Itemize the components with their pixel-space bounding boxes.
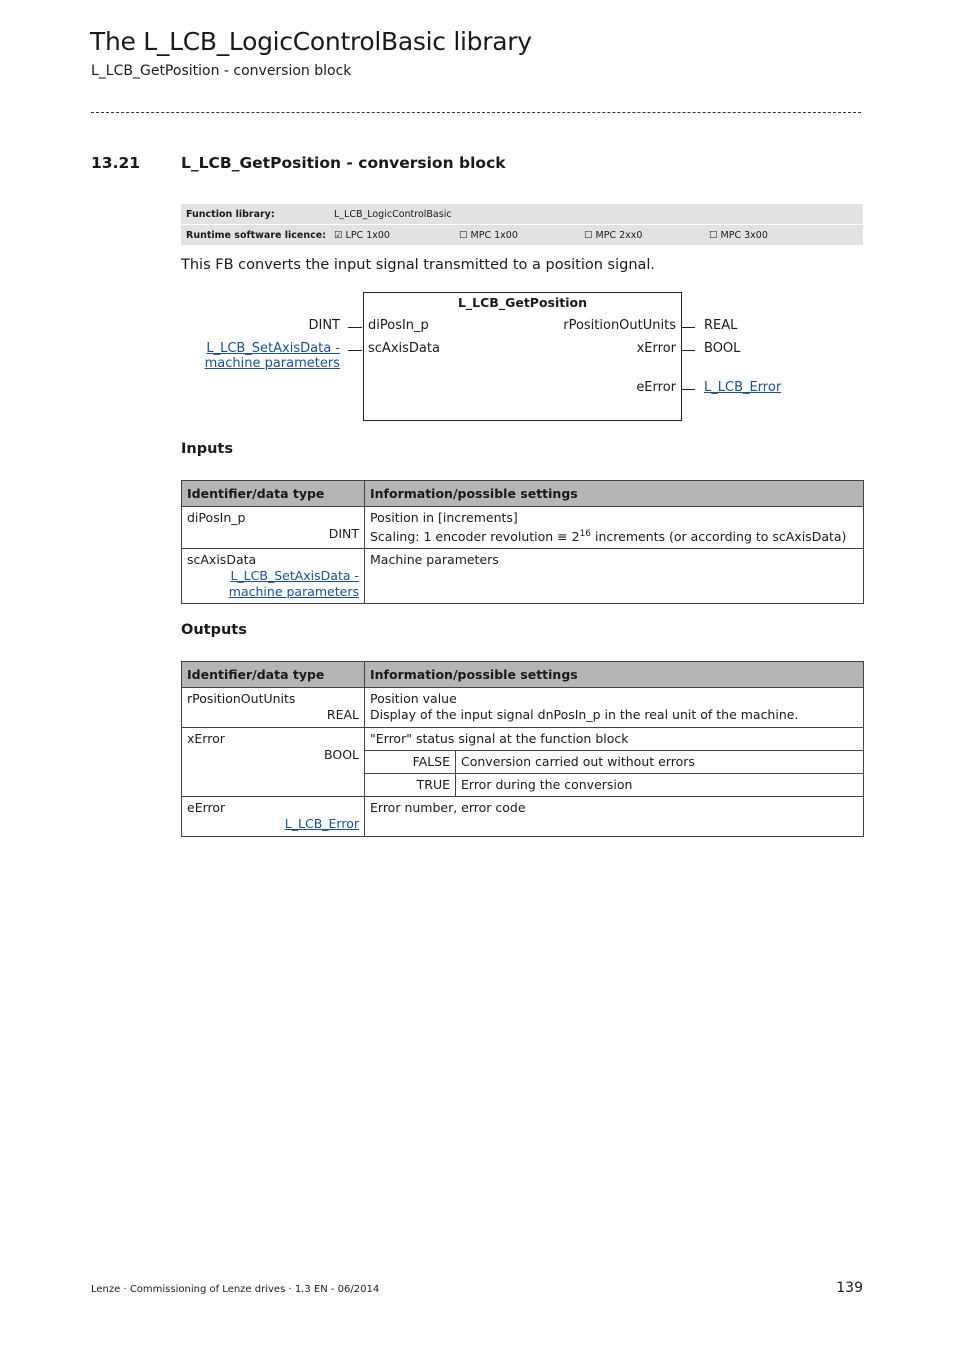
output-type-link-lcb-error[interactable]: L_LCB_Error bbox=[704, 380, 782, 395]
input-type-link-setaxisdata[interactable]: L_LCB_SetAxisData - machine parameters bbox=[204, 341, 340, 371]
section-number: 13.21 bbox=[91, 154, 141, 172]
licence-lpc1x00: ☑ LPC 1x00 bbox=[334, 230, 390, 241]
table-header-row bbox=[182, 662, 864, 688]
document-subtitle: L_LCB_GetPosition - conversion block bbox=[91, 63, 352, 79]
table-row bbox=[182, 688, 864, 728]
header-divider bbox=[91, 112, 861, 113]
data-type-link[interactable]: L_LCB_SetAxisData - machine parameters bbox=[228, 568, 359, 600]
input-connector bbox=[348, 327, 362, 328]
identifier-cell bbox=[182, 549, 365, 604]
column-header-information: Information/possible settings bbox=[365, 662, 864, 688]
output-type-bool: BOOL bbox=[704, 341, 741, 356]
column-header-information: Information/possible settings bbox=[365, 481, 864, 507]
column-header-identifier: Identifier/data type bbox=[182, 662, 365, 688]
output-pin-xerror: xError bbox=[636, 341, 676, 356]
identifier-cell bbox=[182, 728, 365, 797]
table-header-row bbox=[182, 481, 864, 507]
footer-text: Lenze · Commissioning of Lenze drives · 1.3 EN - 06/2014 bbox=[91, 1284, 380, 1295]
library-info-box bbox=[181, 204, 863, 245]
identifier: eError bbox=[187, 800, 226, 815]
info-text: Scaling: 1 encoder revolution ≡ $2^{16}$ increments (or according to scAxisData) bbox=[370, 529, 847, 545]
data-type: REAL bbox=[326, 707, 359, 722]
outputs-table bbox=[181, 661, 864, 837]
info-text: "Error" status signal at the function block bbox=[370, 731, 629, 746]
info-text: Machine parameters bbox=[370, 552, 499, 568]
data-type: DINT bbox=[328, 526, 359, 541]
table-row bbox=[182, 507, 864, 549]
function-library-label: Function library: bbox=[186, 209, 275, 220]
state-row bbox=[365, 751, 863, 774]
licence-mpc3x00: ☐ MPC 3x00 bbox=[709, 230, 768, 241]
column-header-identifier: Identifier/data type bbox=[182, 481, 365, 507]
output-connector bbox=[681, 327, 695, 328]
output-pin-eerror: eError bbox=[636, 380, 676, 395]
state-row bbox=[365, 774, 863, 797]
input-type-dint: DINT bbox=[308, 318, 340, 333]
table-row bbox=[182, 797, 864, 837]
inputs-heading: Inputs bbox=[181, 441, 233, 457]
info-text: Position in [increments] bbox=[370, 510, 518, 525]
identifier-cell bbox=[182, 688, 365, 728]
identifier: scAxisData bbox=[187, 552, 257, 568]
info-cell bbox=[365, 728, 864, 797]
info-text: Position value bbox=[370, 691, 457, 706]
info-cell bbox=[365, 797, 864, 837]
state-text: Error during the conversion bbox=[456, 774, 864, 797]
outputs-heading: Outputs bbox=[181, 622, 247, 638]
table-row bbox=[182, 728, 864, 797]
identifier: xError bbox=[187, 731, 225, 746]
data-type: BOOL bbox=[324, 747, 359, 762]
function-block-name: L_LCB_GetPosition bbox=[457, 295, 588, 310]
licence-mpc1x00: ☐ MPC 1x00 bbox=[459, 230, 518, 241]
licence-label: Runtime software licence: bbox=[186, 230, 326, 241]
info-cell bbox=[365, 507, 864, 549]
output-pin-rpositionoutunits: rPositionOutUnits bbox=[563, 318, 676, 333]
info-cell bbox=[365, 549, 864, 604]
input-pin-scaxisdata: scAxisData bbox=[368, 341, 440, 356]
licence-row bbox=[181, 224, 863, 245]
output-connector bbox=[681, 350, 695, 351]
page-number: 139 bbox=[836, 1280, 863, 1296]
info-text: Display of the input signal dnPosIn_p in the real unit of the machine. bbox=[370, 707, 799, 722]
info-cell bbox=[365, 688, 864, 728]
function-library-value: L_LCB_LogicControlBasic bbox=[334, 209, 452, 220]
identifier-cell bbox=[182, 797, 365, 837]
inputs-table bbox=[181, 480, 864, 604]
identifier-cell bbox=[182, 507, 365, 549]
intro-text: This FB converts the input signal transmitted to a position signal. bbox=[181, 257, 656, 273]
output-connector bbox=[681, 389, 695, 390]
table-row bbox=[182, 549, 864, 604]
state-key: TRUE bbox=[365, 774, 456, 797]
info-text: Error number, error code bbox=[370, 800, 526, 815]
function-library-row bbox=[181, 204, 863, 224]
state-text: Conversion carried out without errors bbox=[456, 751, 864, 774]
document-title: The L_LCB_LogicControlBasic library bbox=[90, 27, 532, 56]
state-table bbox=[365, 750, 863, 796]
function-block-box bbox=[363, 292, 682, 421]
data-type-link[interactable]: L_LCB_Error bbox=[284, 816, 359, 831]
identifier: diPosIn_p bbox=[187, 510, 246, 525]
input-pin-diposin: diPosIn_p bbox=[368, 318, 429, 333]
licence-mpc2xx0: ☐ MPC 2xx0 bbox=[584, 230, 643, 241]
section-title: L_LCB_GetPosition - conversion block bbox=[181, 154, 506, 172]
input-connector bbox=[348, 350, 362, 351]
state-key: FALSE bbox=[365, 751, 456, 774]
identifier: rPositionOutUnits bbox=[187, 691, 296, 706]
output-type-real: REAL bbox=[704, 318, 738, 333]
